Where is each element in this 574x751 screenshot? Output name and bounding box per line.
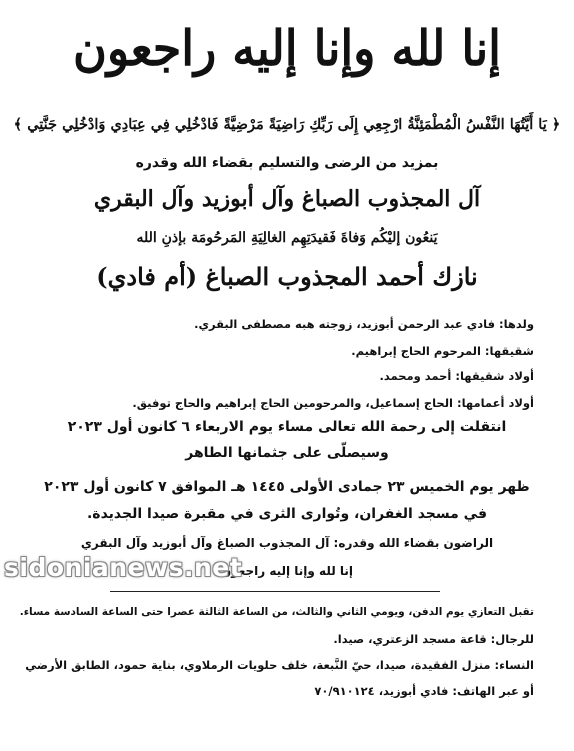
funeral-time: ظهر يوم الخميس ٢٣ جمادى الأولى ١٤٤٥ هـ الموافق ٧ كانون أول ٢٠٢٣ (44, 479, 530, 495)
closing-verse: إنا لله وإنا إليه راجعون (220, 564, 354, 578)
content-families: الراضون بقضاء الله وقدره: آل المجذوب الصباغ وآل أبوزيد وآل البقري (80, 536, 494, 550)
funeral-place: في مسجد الغفران، وتُوارى الثرى في مقبرة صيدا الجديدة. (86, 506, 487, 522)
relative-line: أولاد شقيقها: أحمد ومحمد. (379, 369, 534, 383)
condolence-line: للرجال: قاعة مسجد الزعتري، صيدا. (333, 632, 534, 646)
relative-line: شقيقها: المرحوم الحاج إبراهيم. (351, 344, 534, 358)
calligraphy-header: إنا لله وإنا إليه راجعون (73, 20, 501, 77)
watermark: sidonianews.net (4, 553, 243, 582)
condolence-line: أو عبر الهاتف: فادي أبوزيد، ٧٠/٩١٠١٢٤ (314, 684, 534, 698)
condolence-line: النساء: منزل الفقيدة، صيدا، حيّ النَّبعة، خلف حلويات الرملاوي، بناية حمود، الطابق الأرضي (25, 658, 534, 672)
death-date: انتقلت إلى رحمة الله تعالى مساء يوم الاربعاء ٦ كانون أول ٢٠٢٣ (67, 419, 507, 435)
relative-line: ولدها: فادي عبد الرحمن أبوزيد، زوجته هبه مصطفى البقري. (194, 317, 534, 331)
subtitle: بمزيد من الرضى والتسليم بقضاء الله وقدره (135, 155, 439, 171)
relative-line: أولاد أعمامها: الحاج إسماعيل، والمرحومين الحاج إبراهيم والحاج توفيق. (132, 396, 534, 410)
deceased-name: نازك أحمد المجذوب الصباغ (أم فادي) (96, 262, 478, 291)
announcement: يَنعُون إليْكُم وَفاةَ فَقيدَتِهِم الغالِيَةِ المَرحُومَة بإذنِ الله (136, 230, 438, 246)
prayer-line: وسيصلّى على جثمانها الطاهر (185, 445, 389, 461)
divider (110, 591, 440, 592)
quran-verse: ﴿ يَا أَيَّتُهَا النَّفْسُ الْمُطْمَئِنَّةُ ارْجِعِي إِلَى رَبِّكِ رَاضِيَةً مَرْضِيَّةً فَادْخُلِي فِي عِبَادِي وَادْخُلِي جَنَّتِي ﴾ (13, 116, 561, 133)
families-heading: آل المجذوب الصباغ وآل أبوزيد وآل البقري (93, 186, 481, 212)
condolence-line: تقبل التعازي يوم الدفن، ويومي الثاني والثالث، من الساعة الثالثة عصرا حتى الساعة السادسة مساء. (19, 606, 534, 618)
